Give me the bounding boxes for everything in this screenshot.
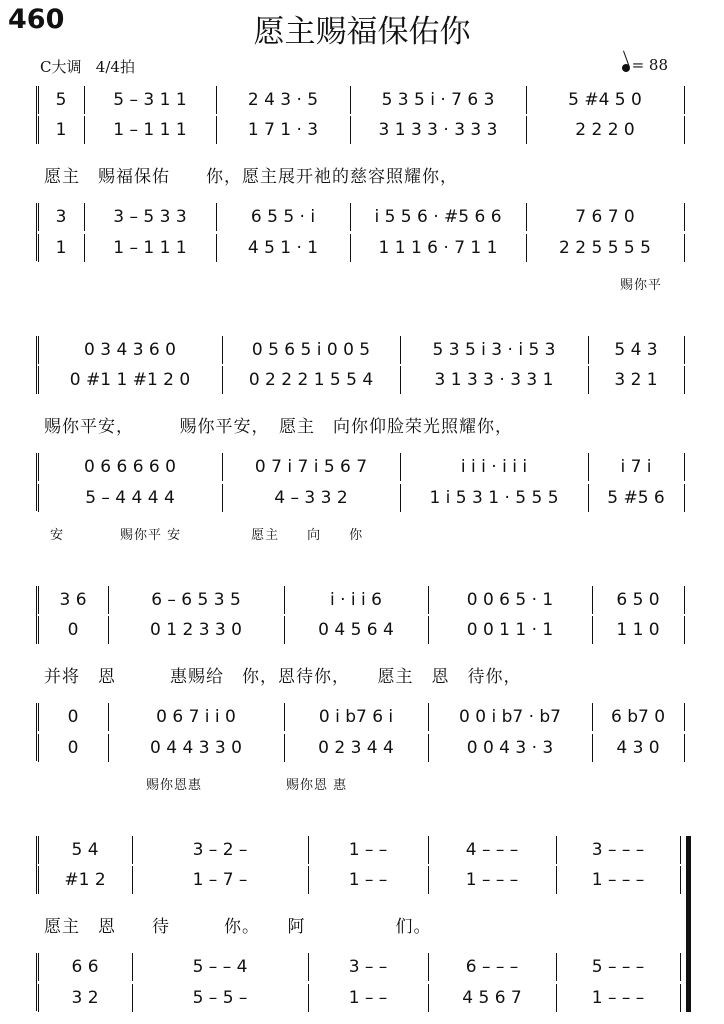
measure: #1 2	[64, 870, 106, 890]
measure: 1 – – –	[591, 988, 645, 1008]
barline	[684, 86, 685, 114]
measure: 1 – 1 1 1	[113, 120, 187, 140]
barline	[222, 453, 223, 481]
measure: 0 6 6 6 6 0	[84, 457, 176, 477]
voice-line	[0, 484, 724, 512]
measure: i i i · i i i	[460, 457, 528, 477]
measure: 0 4 5 6 4	[318, 620, 394, 640]
measure: 1 1 0	[616, 620, 660, 640]
measure: 1	[55, 120, 67, 140]
barline	[132, 953, 133, 981]
measure: 5 4 3	[614, 340, 658, 360]
measure: 0 0 1 1 · 1	[466, 620, 554, 640]
tempo-value: = 88	[631, 56, 668, 74]
barline	[556, 984, 557, 1012]
barline	[38, 703, 39, 731]
hymn-title: 愿主赐福保佑你	[253, 14, 471, 50]
measure: 0 #1 1 #1 2 0	[69, 370, 191, 390]
barline	[38, 453, 39, 481]
measure: 5 #4 5 0	[568, 90, 642, 110]
barline	[680, 866, 681, 894]
barline	[680, 984, 681, 1012]
barline	[684, 366, 685, 394]
barline	[38, 866, 39, 894]
measure: 0	[67, 738, 79, 758]
measure: 0 7 i 7 i 5 6 7	[254, 457, 368, 477]
measure: 6 – 6 5 3 5	[151, 590, 241, 610]
measure: 4 – 3 3 2	[274, 488, 348, 508]
voice-line	[0, 453, 724, 481]
measure: 3	[55, 207, 67, 227]
quarter-note-icon	[620, 63, 630, 73]
measure: 0	[67, 620, 79, 640]
barline	[38, 953, 39, 981]
barline	[38, 616, 39, 644]
barline	[38, 234, 39, 262]
measure: 1 – – –	[591, 870, 645, 890]
measure: 1 i 5 3 1 · 5 5 5	[429, 488, 559, 508]
measure: 0 5 6 5 i 0 0 5	[251, 340, 371, 360]
voice-line	[0, 116, 724, 144]
barline	[588, 366, 589, 394]
barline	[38, 586, 39, 614]
barline	[588, 453, 589, 481]
barline	[38, 366, 39, 394]
measure: 1 – –	[348, 870, 388, 890]
barline	[222, 336, 223, 364]
barline	[556, 953, 557, 981]
measure: 2 4 3 · 5	[247, 90, 319, 110]
voice-line	[0, 734, 724, 762]
barline	[350, 234, 351, 262]
voice-line	[0, 866, 724, 894]
barline	[556, 836, 557, 864]
measure: 1 – –	[348, 988, 388, 1008]
measure: 3 – –	[348, 957, 388, 977]
barline	[284, 734, 285, 762]
measure: 5 3 5 i · 7 6 3	[381, 90, 495, 110]
measure: 3 – 5 3 3	[113, 207, 187, 227]
barline	[84, 86, 85, 114]
barline	[684, 734, 685, 762]
key-signature: C大调	[40, 58, 82, 76]
barline	[684, 453, 685, 481]
measure: 5 – 4 4 4 4	[85, 488, 175, 508]
barline	[108, 586, 109, 614]
measure: 5 – 5 –	[192, 988, 248, 1008]
lyrics-line: 并将 恩 惠赐给 你，恩待你， 愿主 恩 待你，	[44, 667, 522, 687]
measure: 6 6	[71, 957, 99, 977]
measure: 0 3 4 3 6 0	[84, 340, 176, 360]
barline	[588, 336, 589, 364]
measure: 4 3 0	[616, 738, 660, 758]
barline	[84, 203, 85, 231]
barline	[38, 203, 39, 231]
voice-line	[0, 366, 724, 394]
measure: 5 – – 4	[192, 957, 248, 977]
barline	[38, 86, 39, 114]
measure: 5	[55, 90, 67, 110]
measure: i 5 5 6 · #5 6 6	[374, 207, 502, 227]
final-barline	[686, 836, 691, 1012]
measure: i · i i 6	[329, 590, 382, 610]
barline	[428, 616, 429, 644]
measure: 0	[67, 707, 79, 727]
barline	[84, 116, 85, 144]
barline	[308, 984, 309, 1012]
lower-voice-lyrics: 赐你平	[620, 278, 663, 293]
barline	[84, 234, 85, 262]
barline	[428, 734, 429, 762]
voice-line	[0, 234, 724, 262]
barline	[216, 86, 217, 114]
measure: 0 0 4 3 · 3	[466, 738, 554, 758]
lower-voice-lyrics: 安 赐你平 安 愿主 向 你	[50, 528, 364, 543]
lyrics-line: 愿主 赐福保佑 你，愿主展开祂的慈容照耀你，	[44, 167, 458, 187]
measure: 2 2 2 0	[575, 120, 635, 140]
measure: 1	[55, 238, 67, 258]
time-signature: 4/4拍	[95, 58, 135, 76]
barline	[284, 586, 285, 614]
barline	[526, 86, 527, 114]
voice-line	[0, 86, 724, 114]
measure: 6 b7 0	[610, 707, 666, 727]
barline	[108, 616, 109, 644]
measure: 3 1 3 3 · 3 3 3	[378, 120, 498, 140]
measure: i 7 i	[620, 457, 652, 477]
measure: 5 4	[71, 840, 99, 860]
voice-line	[0, 953, 724, 981]
barline	[526, 234, 527, 262]
barline	[132, 836, 133, 864]
barline	[592, 586, 593, 614]
barline	[684, 336, 685, 364]
measure: 1 – 1 1 1	[113, 238, 187, 258]
barline	[38, 336, 39, 364]
barline	[132, 984, 133, 1012]
measure: 1 – – –	[465, 870, 519, 890]
measure: 6 5 0	[616, 590, 660, 610]
barline	[308, 836, 309, 864]
lower-voice-lyrics: 赐你恩惠 赐你恩 惠	[146, 778, 348, 793]
measure: 5 #5 6	[607, 488, 665, 508]
barline	[428, 984, 429, 1012]
barline	[38, 836, 39, 864]
measure: 5 3 5 i 3 · i 5 3	[432, 340, 556, 360]
barline	[400, 484, 401, 512]
voice-line	[0, 703, 724, 731]
voice-line	[0, 616, 724, 644]
measure: 0 i b7 6 i	[318, 707, 394, 727]
barline	[132, 866, 133, 894]
key-and-time-signature	[40, 56, 135, 77]
tempo-marking	[622, 56, 668, 74]
barline	[308, 866, 309, 894]
barline	[38, 734, 39, 762]
barline	[592, 734, 593, 762]
barline	[592, 703, 593, 731]
measure: 0 0 i b7 · b7	[459, 707, 561, 727]
measure: 3 – – –	[591, 840, 645, 860]
voice-line	[0, 336, 724, 364]
barline	[428, 836, 429, 864]
lyrics-line: 愿主 恩 待 你。 阿 们。	[44, 917, 432, 937]
voice-line	[0, 836, 724, 864]
barline	[216, 234, 217, 262]
barline	[684, 234, 685, 262]
barline	[428, 953, 429, 981]
measure: 2 2 5 5 5 5	[559, 238, 651, 258]
barline	[400, 366, 401, 394]
barline	[38, 484, 39, 512]
measure: 4 5 6 7	[462, 988, 522, 1008]
measure: 0 2 2 2 1 5 5 4	[248, 370, 374, 390]
measure: 0 6 7 i i 0	[156, 707, 236, 727]
measure: 0 2 3 4 4	[318, 738, 394, 758]
lyrics-line: 赐你平安， 赐你平安， 愿主 向你仰脸荣光照耀你，	[44, 417, 513, 437]
barline	[428, 586, 429, 614]
measure: 5 – – –	[591, 957, 645, 977]
barline	[222, 366, 223, 394]
barline	[428, 703, 429, 731]
barline	[680, 953, 681, 981]
barline	[684, 703, 685, 731]
barline	[428, 866, 429, 894]
measure: 1 7 1 · 3	[247, 120, 319, 140]
barline	[526, 116, 527, 144]
measure: 1 – 7 –	[192, 870, 248, 890]
barline	[108, 734, 109, 762]
barline	[400, 336, 401, 364]
barline	[684, 116, 685, 144]
measure: 1 1 1 6 · 7 1 1	[378, 238, 498, 258]
measure: 7 6 7 0	[575, 207, 635, 227]
voice-line	[0, 586, 724, 614]
hymn-number: 460	[8, 4, 65, 35]
barline	[216, 203, 217, 231]
voice-line	[0, 203, 724, 231]
barline	[38, 984, 39, 1012]
barline	[350, 116, 351, 144]
measure: 3 2 1	[614, 370, 658, 390]
measure: 1 – –	[348, 840, 388, 860]
measure: 0 1 2 3 3 0	[150, 620, 242, 640]
measure: 3 6	[59, 590, 87, 610]
barline	[222, 484, 223, 512]
barline	[38, 116, 39, 144]
measure: 0 0 6 5 · 1	[466, 590, 554, 610]
barline	[588, 484, 589, 512]
barline	[556, 866, 557, 894]
barline	[108, 703, 109, 731]
barline	[350, 86, 351, 114]
barline	[684, 586, 685, 614]
measure: 3 – 2 –	[192, 840, 248, 860]
measure: 0 4 4 3 3 0	[150, 738, 242, 758]
measure: 4 – – –	[465, 840, 519, 860]
barline	[284, 616, 285, 644]
barline	[400, 453, 401, 481]
barline	[216, 116, 217, 144]
measure: 3 2	[71, 988, 99, 1008]
measure: 6 5 5 · i	[250, 207, 316, 227]
measure: 5 – 3 1 1	[113, 90, 187, 110]
barline	[592, 616, 593, 644]
barline	[526, 203, 527, 231]
barline	[680, 836, 681, 864]
barline	[684, 203, 685, 231]
measure: 6 – – –	[465, 957, 519, 977]
measure: 3 1 3 3 · 3 3 1	[434, 370, 554, 390]
barline	[284, 703, 285, 731]
voice-line	[0, 984, 724, 1012]
barline	[308, 953, 309, 981]
barline	[350, 203, 351, 231]
barline	[684, 484, 685, 512]
measure: 4 5 1 · 1	[247, 238, 319, 258]
barline	[684, 616, 685, 644]
